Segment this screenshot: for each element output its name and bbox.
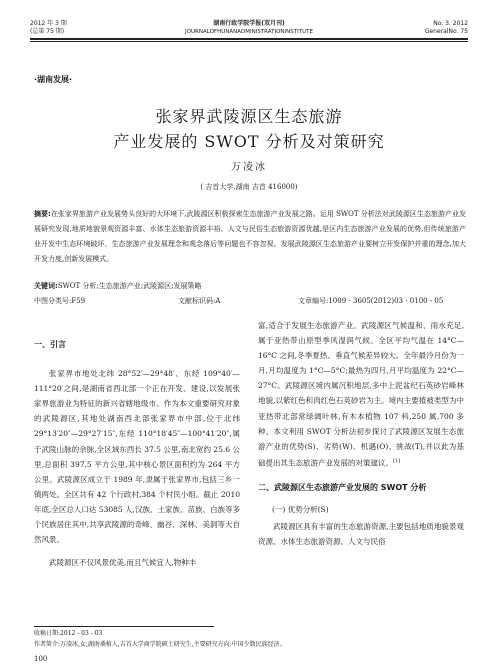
page-number: 100	[34, 655, 48, 663]
journal-title-en: JOURNALOFHUNANADMINISTRATIONINSTITUTE	[185, 29, 313, 35]
total-issue-right: GeneralNo. 75	[424, 28, 468, 35]
author-affiliation: ( 吉首大学,湖南 吉首 416000)	[200, 183, 298, 191]
strength-paragraph: 武陵源区具有丰富的生态旅游资源,主要包括地质地貌景观资源、水体生态旅游资源、人文与民俗	[258, 521, 464, 546]
right-paragraph-1-text: 富,适合于发展生态旅游产业。武陵源区气候温和、雨水充足,属于亚热带山原型季风湿润气候。全区平均气温在 14°C—16°C 之间,冬季夏热、垂直气候差异较大。全年最冷月份为一月,月均温度为 1°C—5°C;最热为四月,月平均温度为 22°C—27°C。武陵源区境内属沉积地层,多中上泥盆纪石英砂岩峰林地貌,以紫红色和肉红色石英砂岩为主。境内主要植被类型为中亚热带北部常绿阔叶林,有木本植物 107 科,250 属,700 多种。本文利用 SWOT 分析法初步探讨了武陵源区发展生态旅游产业的优势(S)、劣势(W)、机遇(O)、挑战(T),并以此为基础提出其生态旅游产业发展的对策建议。	[258, 321, 464, 468]
article-title-line1: 张家界武陵源区生态旅游	[155, 107, 343, 126]
abstract-text: 在张家界旅游产业发展势头良好的大环境下,武陵源区积极探索生态旅游产业发展之路。运用 SWOT 分析法对武陵源区生态旅游产业发展研究发现,地质地貌景观资源丰富、水体生态旅游资源丰裕、人文与民俗生态旅游资源优越,是区内生态旅游产业发展的优势,但传统旅游产业开发中生态环境破坏、生态旅游产业发展理念和观念落后等问题也不容忽视。发展武陵源区生态旅游产业要树立开发保护并重的理念,加大开发力度,创新发展模式。	[34, 210, 466, 263]
strength-heading: (一) 优势分析(S)	[272, 504, 329, 514]
header-rule	[30, 38, 468, 40]
author-name: 万凌冰	[231, 162, 267, 173]
abstract-label: 摘要:	[34, 210, 51, 218]
article-title-line2: 产业发展的 SWOT 分析及对策研究	[113, 132, 385, 151]
issue-right: No. 3. 2012	[433, 20, 468, 27]
intro-paragraph-1: 张家界市地处北纬 28°52′—29°48′、东经 109°40′—111°20′之间,是湖南省西北部一个正在开发、建设,以发展张家界旅游业为特征的新兴省辖地级市。作为本文重要研究对象的武陵源区,其地处湖南西北部张家界市中部,位于北纬 29°13′20″—29°27′15″,东经 110°18′45″—100°41′20″,属于武陵山脉的余脉,全区域东西长 37.5 公里,南北宽约 25.6 公里,总面积 397.5 平方公里,其中核心景区面积约为 264 平方公里。武陵源区成立于 1989 年,隶属于张家界市,包括三乡一镇两处。全区共有 42 个行政村,384 个村民小组。截止 2010 年底,全区总人口达 53085 人,汉族、土家族、苗族、白族等多个民族居住其中,共享武陵源的奇峰、幽谷、深林、美洞等大自然风景。	[34, 369, 240, 545]
keywords	[34, 281, 202, 291]
introduction-heading: 一、引言	[34, 340, 66, 349]
right-column	[258, 318, 464, 549]
clc-number: 中图分类号:F59	[34, 297, 86, 305]
issue-left: 2012 年 3 期	[30, 20, 67, 27]
document-code: 文献标识码:A	[178, 297, 221, 305]
left-column	[34, 337, 240, 570]
abstract	[34, 207, 466, 267]
intro-paragraph-2: 武陵源区不仅风景优美,而且气候宜人,物种丰	[49, 558, 197, 568]
article-number: 文章编号:1009 - 3605(2012)03 - 0100 - 05	[298, 297, 444, 305]
swot-heading: 二、武陵源区生态旅游产业发展的 SWOT 分析	[258, 483, 427, 493]
author-bio: 作者简介:万凌冰,女,湖南桑植人,吉首大学商学院硕士研究生,主要研究方向:中国少数民族经济。	[34, 641, 286, 648]
total-issue-left: (总第 75 期)	[30, 28, 65, 35]
header-rule-thin	[30, 41, 468, 42]
received-date: 收稿日期:2012 - 03 - 03	[34, 630, 103, 637]
footnote-rule	[34, 626, 214, 627]
keywords-label: 关键词:	[34, 282, 58, 290]
journal-title-cn: 湖南行政学院学报(双月刊)	[213, 20, 285, 27]
right-paragraph-1	[258, 318, 464, 470]
keywords-text: SWOT 分析;生态旅游产业;武陵源区;发展策略	[57, 282, 202, 290]
reference-mark: [1]	[393, 457, 401, 464]
section-tag: ·湖南发展·	[34, 75, 73, 84]
